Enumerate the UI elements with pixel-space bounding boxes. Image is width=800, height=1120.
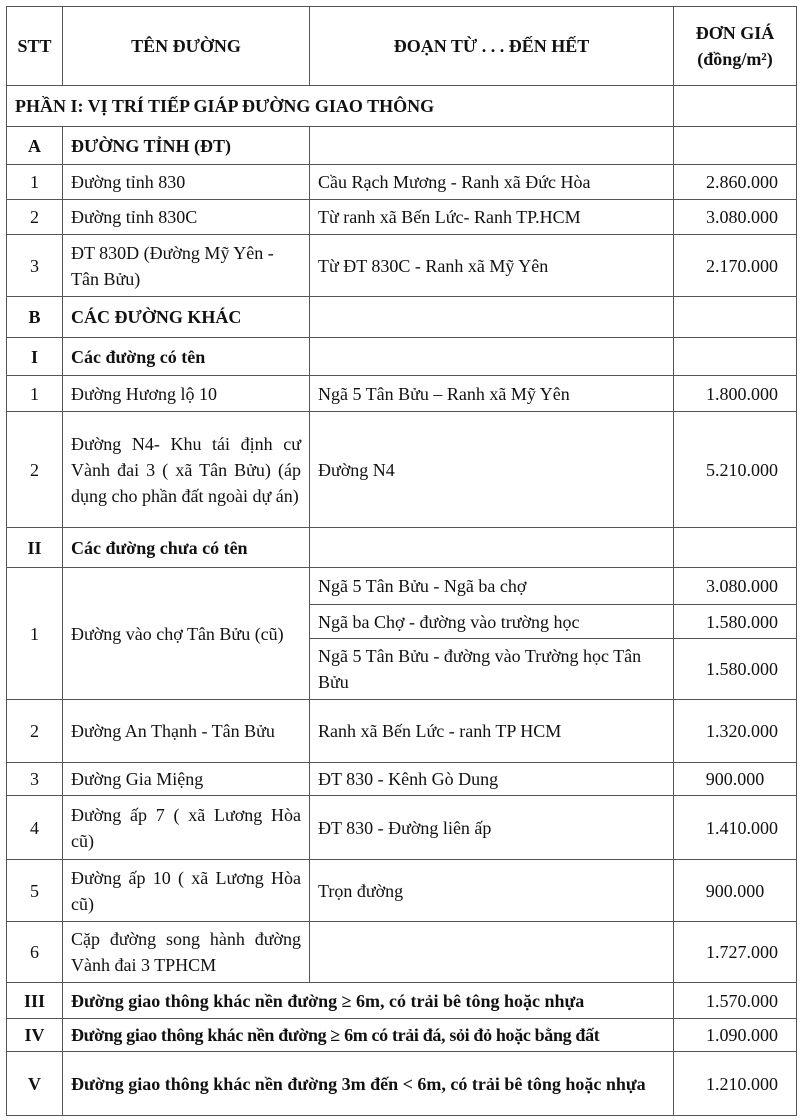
row-segment: ĐT 830 - Đường liên ấp bbox=[310, 796, 674, 860]
row-segment: ĐT 830 - Kênh Gò Dung bbox=[310, 763, 674, 796]
row-price: 5.210.000 bbox=[674, 412, 797, 528]
row-segment: Từ ranh xã Bến Lức- Ranh TP.HCM bbox=[310, 200, 674, 235]
land-price-table bbox=[6, 6, 797, 1116]
row-road-name: Đường N4- Khu tái định cư Vành đai 3 ( xã Tân Bửu) (áp dụng cho phần đất ngoài dự án) bbox=[63, 412, 310, 528]
row-road-name: Đường Hương lộ 10 bbox=[63, 376, 310, 412]
row-road-name: ĐT 830D (Đường Mỹ Yên - Tân Bửu) bbox=[63, 235, 310, 297]
group-row bbox=[7, 1052, 797, 1116]
table-row bbox=[7, 165, 797, 200]
empty-cell bbox=[674, 338, 797, 376]
row-price: 1.320.000 bbox=[674, 700, 797, 763]
group-title: Các đường chưa có tên bbox=[63, 528, 310, 568]
table-row bbox=[7, 412, 797, 528]
section-title: ĐƯỜNG TỈNH (ĐT) bbox=[63, 127, 310, 165]
empty-cell bbox=[674, 86, 797, 127]
empty-cell bbox=[310, 297, 674, 338]
empty-cell bbox=[310, 528, 674, 568]
row-stt: 2 bbox=[7, 200, 63, 235]
row-price: 1.210.000 bbox=[674, 1052, 797, 1116]
row-price: 900.000 bbox=[674, 860, 797, 922]
group-row bbox=[7, 983, 797, 1019]
row-road-name: Đường vào chợ Tân Bửu (cũ) bbox=[63, 568, 310, 700]
group-title: Đường giao thông khác nền đường 3m đến < 6m, có trải bê tông hoặc nhựa bbox=[63, 1052, 674, 1116]
empty-cell bbox=[310, 127, 674, 165]
header-segment: ĐOẠN TỪ . . . ĐẾN HẾT bbox=[310, 7, 674, 86]
table-row bbox=[7, 235, 797, 297]
row-segment bbox=[310, 922, 674, 983]
section-stt: A bbox=[7, 127, 63, 165]
row-price: 1.800.000 bbox=[674, 376, 797, 412]
row-segment: Trọn đường bbox=[310, 860, 674, 922]
row-price: 900.000 bbox=[674, 763, 797, 796]
group-stt: IV bbox=[7, 1019, 63, 1052]
table-row bbox=[7, 763, 797, 796]
row-stt: 4 bbox=[7, 796, 63, 860]
row-price: 3.080.000 bbox=[674, 200, 797, 235]
row-price: 1.090.000 bbox=[674, 1019, 797, 1052]
group-stt: V bbox=[7, 1052, 63, 1116]
row-price: 1.410.000 bbox=[674, 796, 797, 860]
group-title: Đường giao thông khác nền đường ≥ 6m có trải đá, sỏi đỏ hoặc bằng đất bbox=[63, 1019, 674, 1052]
empty-cell bbox=[674, 528, 797, 568]
row-segment: Ngã ba Chợ - đường vào trường học bbox=[310, 605, 674, 639]
header-road-name: TÊN ĐƯỜNG bbox=[63, 7, 310, 86]
row-segment: Cầu Rạch Mương - Ranh xã Đức Hòa bbox=[310, 165, 674, 200]
row-stt: 1 bbox=[7, 376, 63, 412]
section-row bbox=[7, 297, 797, 338]
row-stt: 1 bbox=[7, 165, 63, 200]
empty-cell bbox=[310, 338, 674, 376]
group-row bbox=[7, 528, 797, 568]
row-price: 1.570.000 bbox=[674, 983, 797, 1019]
row-stt: 2 bbox=[7, 700, 63, 763]
section-row bbox=[7, 127, 797, 165]
row-segment: Ngã 5 Tân Bửu - đường vào Trường học Tân Bửu bbox=[310, 639, 674, 700]
header-row bbox=[7, 7, 797, 86]
row-segment: Từ ĐT 830C - Ranh xã Mỹ Yên bbox=[310, 235, 674, 297]
row-stt: 3 bbox=[7, 763, 63, 796]
row-road-name: Đường An Thạnh - Tân Bửu bbox=[63, 700, 310, 763]
row-price: 2.860.000 bbox=[674, 165, 797, 200]
table-row bbox=[7, 860, 797, 922]
row-road-name: Đường tỉnh 830C bbox=[63, 200, 310, 235]
row-stt: 1 bbox=[7, 568, 63, 700]
group-stt: II bbox=[7, 528, 63, 568]
row-price: 2.170.000 bbox=[674, 235, 797, 297]
row-stt: 3 bbox=[7, 235, 63, 297]
table-row bbox=[7, 376, 797, 412]
group-row bbox=[7, 338, 797, 376]
row-road-name: Đường ấp 10 ( xã Lương Hòa cũ) bbox=[63, 860, 310, 922]
table-row bbox=[7, 200, 797, 235]
header-stt: STT bbox=[7, 7, 63, 86]
header-unit-price-unit: (đồng/m²) bbox=[697, 49, 773, 69]
table-row bbox=[7, 922, 797, 983]
part-title: PHẦN I: VỊ TRÍ TIẾP GIÁP ĐƯỜNG GIAO THÔNG bbox=[7, 86, 674, 127]
section-stt: B bbox=[7, 297, 63, 338]
table-row bbox=[7, 796, 797, 860]
row-road-name: Đường ấp 7 ( xã Lương Hòa cũ) bbox=[63, 796, 310, 860]
row-stt: 2 bbox=[7, 412, 63, 528]
row-segment: Ranh xã Bến Lức - ranh TP HCM bbox=[310, 700, 674, 763]
group-stt: I bbox=[7, 338, 63, 376]
row-price: 3.080.000 bbox=[674, 568, 797, 605]
row-segment: Ngã 5 Tân Bửu - Ngã ba chợ bbox=[310, 568, 674, 605]
row-road-name: Đường tỉnh 830 bbox=[63, 165, 310, 200]
row-price: 1.580.000 bbox=[674, 605, 797, 639]
row-segment: Ngã 5 Tân Bửu – Ranh xã Mỹ Yên bbox=[310, 376, 674, 412]
row-stt: 6 bbox=[7, 922, 63, 983]
table-row bbox=[7, 700, 797, 763]
row-segment: Đường N4 bbox=[310, 412, 674, 528]
row-price: 1.580.000 bbox=[674, 639, 797, 700]
group-title: Đường giao thông khác nền đường ≥ 6m, có trải bê tông hoặc nhựa bbox=[63, 983, 674, 1019]
row-road-name: Cặp đường song hành đường Vành đai 3 TPHCM bbox=[63, 922, 310, 983]
row-price: 1.727.000 bbox=[674, 922, 797, 983]
empty-cell bbox=[674, 127, 797, 165]
section-title: CÁC ĐƯỜNG KHÁC bbox=[63, 297, 310, 338]
header-unit-price-label: ĐƠN GIÁ bbox=[695, 23, 775, 43]
group-title: Các đường có tên bbox=[63, 338, 310, 376]
table-row bbox=[7, 568, 797, 605]
part-row bbox=[7, 86, 797, 127]
group-stt: III bbox=[7, 983, 63, 1019]
row-road-name: Đường Gia Miệng bbox=[63, 763, 310, 796]
row-stt: 5 bbox=[7, 860, 63, 922]
header-unit-price bbox=[674, 7, 797, 86]
group-row bbox=[7, 1019, 797, 1052]
empty-cell bbox=[674, 297, 797, 338]
